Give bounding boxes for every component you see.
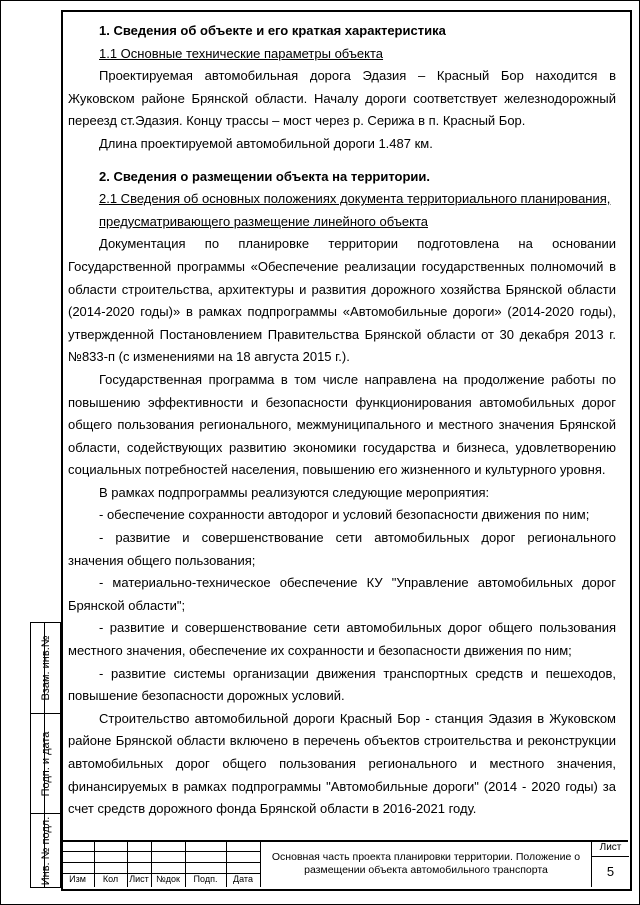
side-stamp-label: Инв. № подл.: [39, 816, 52, 885]
revision-column-label: Дата: [233, 874, 253, 884]
list-item: - обеспечение сохранности автодорог и условий безопасности движения по ним;: [99, 507, 590, 523]
list-item: - материально-техническое обеспечение КУ "Управление автомобильных дорог Брянской области";: [68, 575, 616, 613]
document-body: [68, 20, 616, 821]
side-stamp-value-column: [44, 622, 62, 888]
revision-column-label: №док: [156, 874, 180, 884]
list-item: - развитие и совершенствование сети автомобильных дорог общего пользования местного значения, обеспечение их сохранности и безопасности движения по ним;: [68, 620, 616, 659]
section1-paragraph: Проектируемая автомобильная дорога Эдазия – Красный Бор находится в Жуковском районе Брянской области. Началу дороги соответствует железнодорожный переезд ст.Эдазия. Концу трассы – мост через р. Серижа в п. Красный Бор.: [68, 68, 616, 129]
sheet-label: Лист: [592, 840, 629, 857]
revision-grid: [61, 840, 260, 887]
document-title: Основная часть проекта планировки территории. Положение о размещении объекта автомобильного транспорта: [260, 840, 591, 887]
sheet-number: 5: [606, 864, 615, 879]
title-block: [61, 840, 628, 887]
list-item: - развитие системы организации движения транспортных средств и пешеходов, повышение безопасности дорожных условий.: [68, 665, 616, 704]
section2-list-intro: В рамках подпрограммы реализуются следующие мероприятия:: [99, 484, 490, 500]
section2-paragraph: Документация по планировке территории подготовлена на основании Государственной программы «Обеспечение реализации государственных полномочий в области строительства, архитектуры и развития дорожного хозяйства Брянской области (2014-2020 годы)» в рамках подпрограммы «Автомобильные дороги» (2014-2020 годы), утвержденной Постановлением Правительства Брянской области от 30 декабря 2013 г. №833-п (с изменениями на 18 августа 2015 г.).: [68, 236, 616, 365]
section2-paragraph: Государственная программа в том числе направлена на продолжение работы по повышению эффективности и безопасности функционирования автомобильных дорог общего пользования регионального, межмуниципального и местного значения Брянской области, содействующих развитию экономики государства и бизнеса, удовлетворению социальных потребностей населения, повышению его жизненного и культурного уровня.: [68, 371, 616, 478]
revision-column-label: Подп.: [193, 874, 218, 884]
revision-column-label: Лист: [129, 874, 149, 884]
section1-heading: 1. Сведения об объекте и его краткая характеристика: [99, 23, 446, 38]
list-item: - развитие и совершенствование сети автомобильных дорог регионального значения общего пользования;: [68, 530, 616, 568]
sheet-number-box: [591, 840, 629, 887]
revision-column-label: Кол: [102, 874, 119, 884]
section1-subheading: 1.1 Основные технические параметры объекта: [99, 45, 384, 61]
section2-heading: 2. Сведения о размещении объекта на территории.: [99, 168, 430, 184]
side-stamp-label: Взам. инв.№: [39, 635, 52, 701]
side-stamp-label: Подп. и дата: [39, 731, 52, 796]
revision-column-label: Изм: [69, 874, 86, 884]
section1-length-paragraph: Длина проектируемой автомобильной дороги 1.487 км.: [99, 135, 433, 151]
section2-subheading: 2.1 Сведения об основных положениях документа территориального планирования, предусматривающего размещение линейного объекта: [99, 191, 611, 229]
section2-paragraph: Строительство автомобильной дороги Красный Бор - станция Эдазия в Жуковском районе Брянской области включено в перечень объектов строительства и реконструкции автомобильных дорог общего пользования регионального и местного значения, финансируемых в рамках подпрограммы "Автомобильные дороги" (2014 - 2020 годы) за счет средств дорожного фонда Брянской области в 2016-2021 году.: [68, 710, 616, 817]
